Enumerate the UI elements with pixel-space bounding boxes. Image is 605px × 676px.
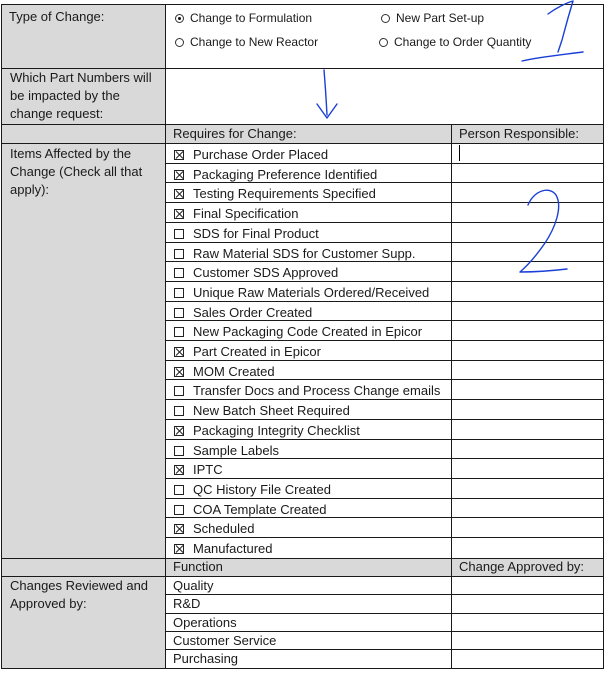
radio-new-part-setup[interactable]: New Part Set-up — [381, 11, 484, 25]
person-responsible-field[interactable] — [452, 281, 603, 301]
checkbox-empty-icon[interactable] — [174, 406, 184, 416]
checkbox-empty-icon[interactable] — [174, 327, 184, 337]
change-approved-by-field[interactable] — [452, 594, 603, 612]
function-column-header: Function — [173, 559, 223, 574]
person-responsible-field[interactable] — [452, 419, 603, 439]
checkbox-checked-icon[interactable] — [174, 367, 184, 377]
checklist-item-label: Packaging Integrity Checklist — [193, 422, 360, 438]
checklist-item[interactable] — [174, 184, 376, 203]
person-responsible-field[interactable] — [452, 517, 603, 537]
checklist-item[interactable] — [174, 441, 279, 460]
checklist-item-label: Raw Material SDS for Customer Supp. — [193, 245, 416, 261]
checkbox-checked-icon[interactable] — [174, 544, 184, 554]
person-responsible-field[interactable] — [452, 360, 603, 380]
table-rule — [1, 668, 604, 669]
person-responsible-field[interactable] — [452, 163, 603, 183]
person-responsible-field[interactable] — [452, 261, 603, 281]
approved-by-column-header: Change Approved by: — [459, 559, 585, 574]
person-responsible-field[interactable] — [452, 242, 603, 262]
checklist-item[interactable] — [174, 283, 429, 302]
table-rule — [1, 4, 2, 669]
radio-unselected-icon — [175, 38, 184, 47]
person-responsible-field[interactable] — [452, 202, 603, 222]
checkbox-checked-icon[interactable] — [174, 465, 184, 475]
checklist-item-label: Testing Requirements Specified — [193, 186, 376, 202]
function-row-label: R&D — [173, 596, 201, 612]
checklist-item-label: MOM Created — [193, 363, 275, 379]
approval-label: Changes Reviewed and Approved by: — [10, 578, 149, 611]
person-responsible-field[interactable] — [452, 478, 603, 498]
checklist-item-label: New Packaging Code Created in Epicor — [193, 324, 423, 340]
checklist-item-label: Transfer Docs and Process Change emails — [193, 383, 441, 399]
checklist-item-label: Manufactured — [193, 541, 273, 556]
person-responsible-field[interactable] — [452, 379, 603, 399]
checklist-item-label: QC History File Created — [193, 481, 331, 497]
person-responsible-field[interactable] — [452, 399, 603, 419]
checklist-item[interactable] — [174, 204, 299, 223]
function-row-label: Purchasing — [173, 651, 239, 667]
function-row-label: Customer Service — [173, 632, 277, 648]
person-responsible-field[interactable] — [452, 340, 603, 360]
radio-change-to-formulation[interactable]: Change to Formulation — [175, 11, 312, 25]
person-responsible-field[interactable] — [452, 320, 603, 340]
checklist-item[interactable] — [174, 244, 416, 263]
checklist-item[interactable] — [174, 401, 350, 420]
person-responsible-field[interactable] — [452, 498, 603, 518]
checklist-item-label: Part Created in Epicor — [193, 344, 321, 359]
person-responsible-field[interactable] — [452, 439, 603, 459]
checkbox-checked-icon[interactable] — [174, 426, 184, 436]
checklist-item[interactable] — [174, 539, 273, 558]
change-approved-by-field[interactable] — [452, 631, 603, 649]
person-responsible-field[interactable] — [452, 301, 603, 321]
person-responsible-field[interactable] — [452, 458, 603, 478]
checklist-item[interactable] — [174, 342, 321, 361]
checklist-item[interactable] — [174, 421, 360, 440]
checkbox-empty-icon[interactable] — [174, 308, 184, 318]
checklist-item[interactable] — [174, 500, 326, 519]
checklist-item[interactable] — [174, 145, 328, 164]
items-label-cell — [2, 143, 165, 558]
checklist-item[interactable] — [174, 519, 254, 538]
person-responsible-field[interactable] — [452, 537, 603, 557]
checklist-item[interactable] — [174, 460, 223, 479]
checklist-item-label: Unique Raw Materials Ordered/Received — [193, 284, 430, 300]
type-of-change-label: Type of Change: — [9, 9, 105, 24]
radio-change-to-new-reactor[interactable]: Change to New Reactor — [175, 35, 318, 49]
checkbox-empty-icon[interactable] — [174, 446, 184, 456]
checkbox-empty-icon[interactable] — [174, 229, 184, 239]
person-responsible-field[interactable] — [452, 143, 603, 163]
person-responsible-field[interactable] — [452, 222, 603, 242]
handwritten-number-1 — [522, 1, 583, 61]
change-approved-by-field[interactable] — [452, 576, 603, 594]
checklist-item[interactable] — [174, 322, 422, 341]
part-numbers-label: Which Part Numbers will be impacted by the change request: — [10, 70, 152, 121]
items-affected-label: Items Affected by the Change (Check all that apply): — [10, 146, 143, 197]
person-responsible-field[interactable] — [452, 182, 603, 202]
radio-unselected-icon — [379, 38, 388, 47]
checkbox-checked-icon[interactable] — [174, 150, 184, 160]
part-numbers-field[interactable] — [166, 69, 603, 123]
function-row-label: Quality — [173, 578, 214, 593]
checklist-item-label: IPTC — [193, 462, 223, 478]
checklist-item[interactable] — [174, 381, 440, 400]
checkbox-empty-icon[interactable] — [174, 288, 184, 298]
checklist-item-label: COA Template Created — [193, 501, 327, 517]
change-approved-by-field[interactable] — [452, 649, 603, 667]
checklist-item-label: SDS for Final Product — [193, 225, 319, 241]
checkbox-empty-icon[interactable] — [174, 485, 184, 495]
person-column-header: Person Responsible: — [459, 126, 579, 141]
checklist-item-label: Sample Labels — [193, 442, 279, 458]
checkbox-empty-icon[interactable] — [174, 268, 184, 278]
checklist-item-label: New Batch Sheet Required — [193, 403, 350, 419]
table-rule — [1, 4, 604, 5]
checkbox-empty-icon[interactable] — [174, 386, 184, 396]
function-row-label: Operations — [173, 614, 237, 630]
text-cursor — [459, 145, 460, 161]
checklist-item[interactable] — [174, 303, 312, 322]
radio-unselected-icon — [381, 14, 390, 23]
checklist-item-label: Purchase Order Placed — [193, 147, 329, 162]
radio-change-to-order-quantity[interactable]: Change to Order Quantity — [379, 35, 531, 49]
checkbox-empty-icon[interactable] — [174, 505, 184, 515]
checklist-item[interactable] — [174, 165, 377, 184]
checkbox-checked-icon[interactable] — [174, 347, 184, 357]
checklist-item-label: Final Specification — [193, 206, 299, 222]
checkbox-checked-icon[interactable] — [174, 524, 184, 534]
requires-column-header: Requires for Change: — [173, 126, 297, 141]
checklist-item-label: Scheduled — [193, 521, 255, 537]
checklist-item[interactable] — [174, 263, 338, 282]
checkbox-checked-icon[interactable] — [174, 189, 184, 199]
checklist-item[interactable] — [174, 224, 319, 243]
table-rule — [603, 4, 604, 669]
checkbox-checked-icon[interactable] — [174, 209, 184, 219]
checklist-item[interactable] — [174, 362, 275, 381]
checklist-item-label: Packaging Preference Identified — [193, 166, 378, 182]
checklist-item-label: Customer SDS Approved — [193, 265, 339, 281]
checklist-item-label: Sales Order Created — [193, 304, 313, 320]
radio-selected-icon — [175, 14, 184, 23]
checkbox-empty-icon[interactable] — [174, 249, 184, 259]
checklist-item[interactable] — [174, 480, 331, 499]
checkbox-checked-icon[interactable] — [174, 170, 184, 180]
change-approved-by-field[interactable] — [452, 613, 603, 631]
